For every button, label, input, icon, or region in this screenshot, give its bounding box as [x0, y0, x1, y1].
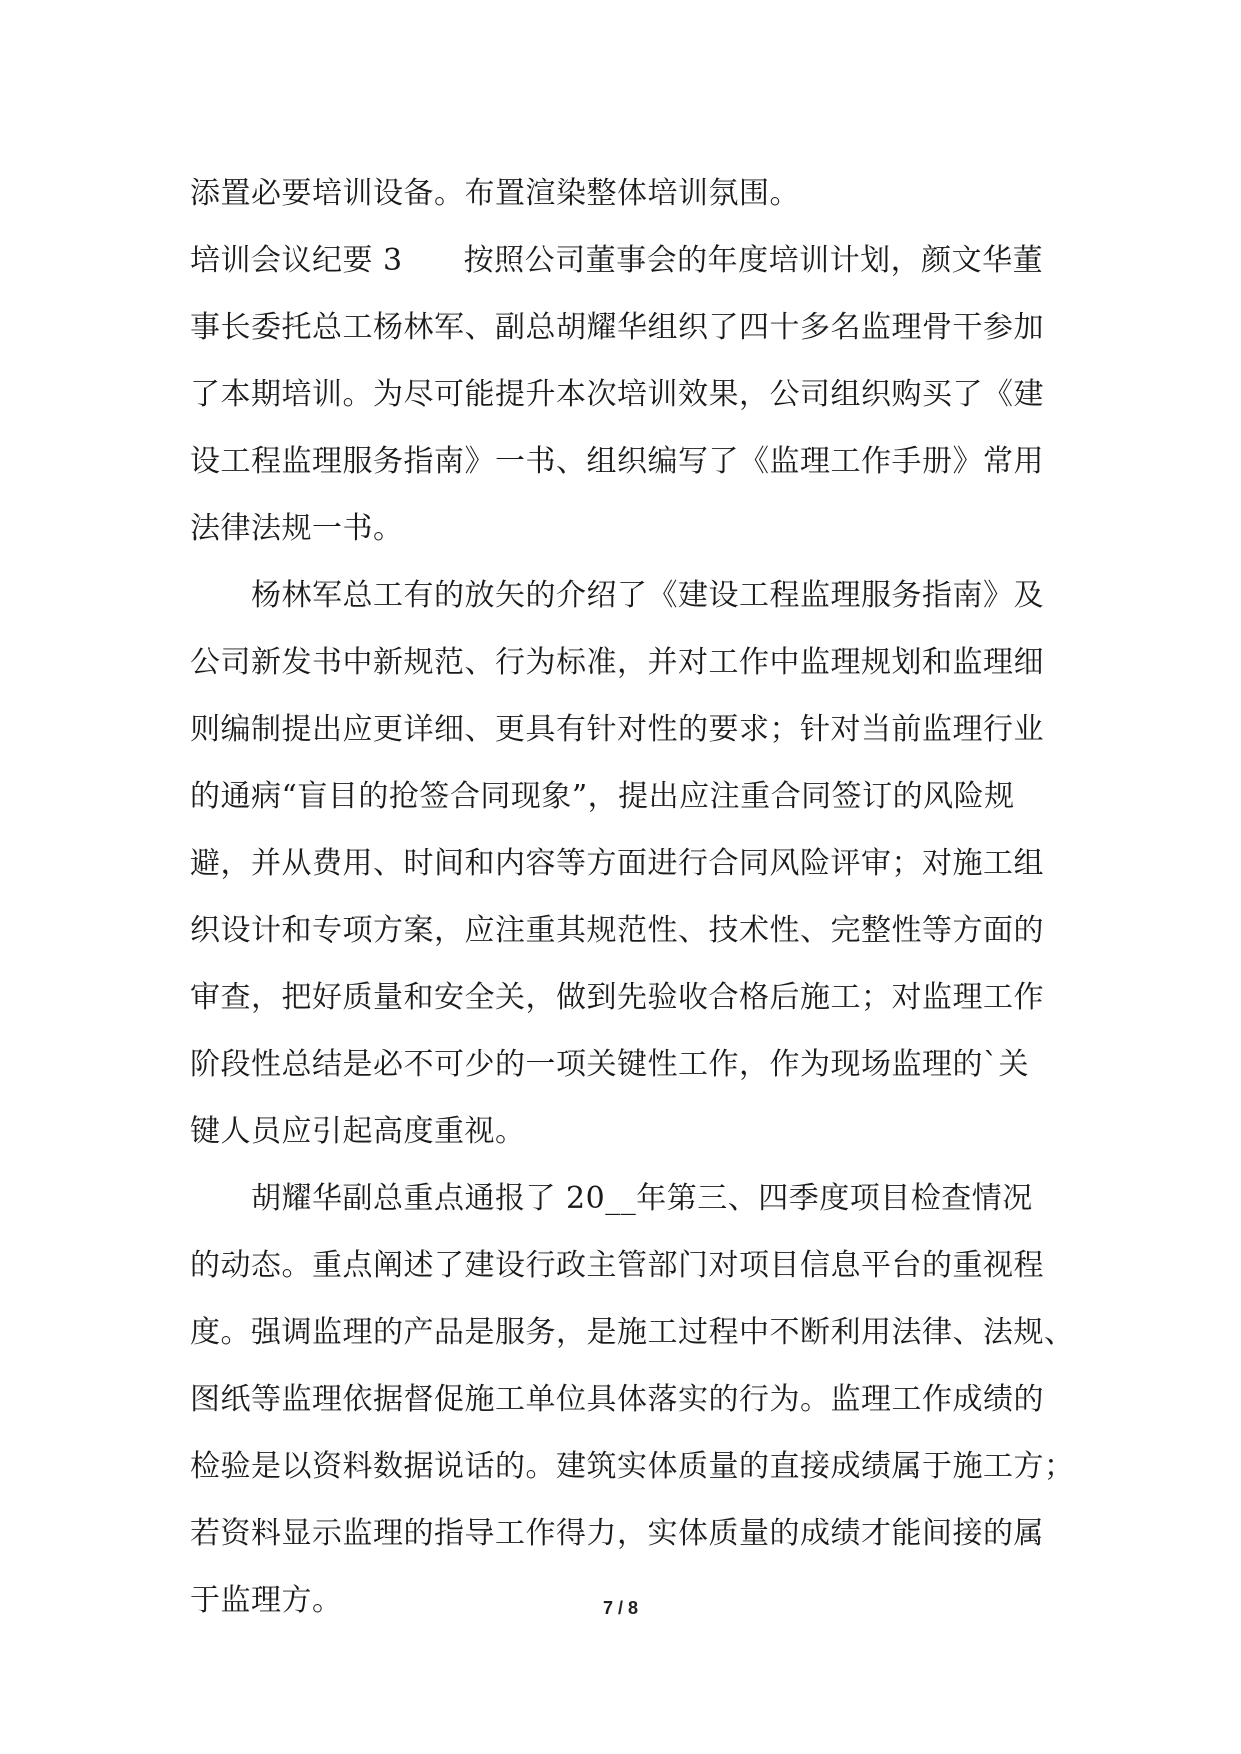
text-line: 检验是以资料数据说话的。建筑实体质量的直接成绩属于施工方； — [190, 1449, 1075, 1484]
text-line: 培训会议纪要 3 按照公司董事会的年度培训计划，颜文华董 — [190, 243, 1044, 278]
text-line: 若资料显示监理的指导工作得力，实体质量的成绩才能间接的属 — [190, 1516, 1044, 1551]
text-line: 避，并从费用、时间和内容等方面进行合同风险评审；对施工组 — [190, 846, 1044, 881]
text-line: 的通病“盲目的抢签合同现象”，提出应注重合同签订的风险规 — [190, 779, 1015, 814]
text-line: 则编制提出应更详细、更具有针对性的要求；针对当前监理行业 — [190, 712, 1044, 747]
text-line: 键人员应引起高度重视。 — [190, 1114, 526, 1149]
text-line: 添置必要培训设备。布置渲染整体培训氛围。 — [190, 176, 800, 211]
text-line: 织设计和专项方案，应注重其规范性、技术性、完整性等方面的 — [190, 913, 1044, 948]
text-line: 的动态。重点阐述了建设行政主管部门对项目信息平台的重视程 — [190, 1248, 1044, 1283]
text-line: 阶段性总结是必不可少的一项关键性工作，作为现场监理的`关 — [190, 1047, 1029, 1082]
text-line: 了本期培训。为尽可能提升本次培训效果，公司组织购买了《建 — [190, 377, 1044, 412]
text-line: 公司新发书中新规范、行为标准，并对工作中监理规划和监理细 — [190, 645, 1044, 680]
text-line: 设工程监理服务指南》一书、组织编写了《监理工作手册》常用 — [190, 444, 1044, 479]
text-line: 事长委托总工杨林军、副总胡耀华组织了四十多名监理骨干参加 — [190, 310, 1044, 345]
text-line: 法律法规一书。 — [190, 511, 404, 546]
text-line: 审查，把好质量和安全关，做到先验收合格后施工；对监理工作 — [190, 980, 1044, 1015]
text-line: 杨林军总工有的放矢的介绍了《建设工程监理服务指南》及 — [190, 578, 1044, 613]
text-line: 胡耀华副总重点通报了 20__年第三、四季度项目检查情况 — [190, 1181, 1033, 1216]
text-line: 度。强调监理的产品是服务，是施工过程中不断利用法律、法规、 — [190, 1315, 1075, 1350]
page-number: 7 / 8 — [602, 1598, 639, 1618]
document-body — [190, 160, 1075, 1634]
text-line: 图纸等监理依据督促施工单位具体落实的行为。监理工作成绩的 — [190, 1382, 1044, 1417]
text-line: 于监理方。 — [190, 1583, 343, 1618]
